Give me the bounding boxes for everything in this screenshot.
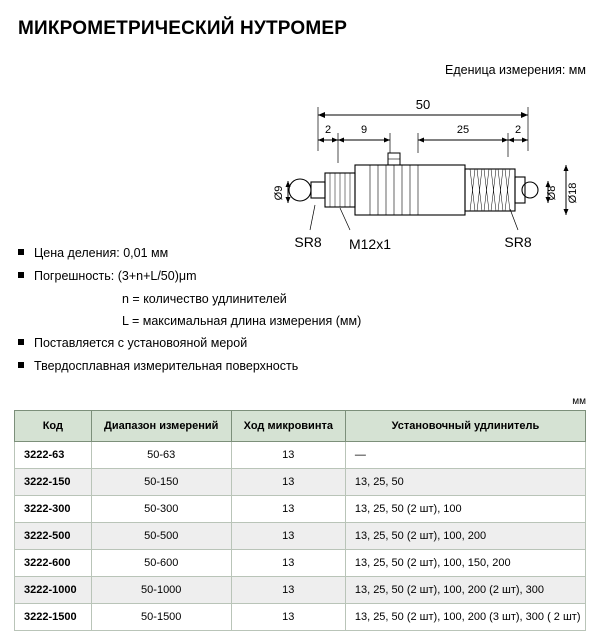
- cell-range: 50-300: [91, 496, 231, 523]
- cell-range: 50-500: [91, 523, 231, 550]
- cell-stroke: 13: [231, 604, 345, 631]
- spec-item-carbide-face: [18, 356, 438, 377]
- table-header-extension: Установочный удлинитель: [345, 411, 585, 442]
- cell-stroke: 13: [231, 442, 345, 469]
- page-title: МИКРОМЕТРИЧЕСКИЙ НУТРОМЕР: [18, 18, 348, 39]
- cell-extension: 13, 25, 50 (2 шт), 100, 200: [345, 523, 585, 550]
- cell-range: 50-600: [91, 550, 231, 577]
- cell-code: 3222-1500: [15, 604, 92, 631]
- cell-code: 3222-63: [15, 442, 92, 469]
- spec-item-setting-ring: [18, 333, 438, 354]
- bullet-icon: [18, 272, 24, 278]
- table-unit-label: мм: [572, 396, 586, 407]
- cell-code: 3222-300: [15, 496, 92, 523]
- table-header-range: Диапазон измерений: [91, 411, 231, 442]
- cell-extension: 13, 25, 50 (2 шт), 100, 200 (3 шт), 300 ( 2 шт): [345, 604, 585, 631]
- specification-list: [18, 243, 438, 379]
- bullet-icon: [18, 339, 24, 345]
- cell-range: 50-63: [91, 442, 231, 469]
- table-row: [15, 496, 586, 523]
- spec-item-graduation: [18, 243, 438, 264]
- table-row: [15, 469, 586, 496]
- cell-stroke: 13: [231, 469, 345, 496]
- dimension-d: 2: [514, 124, 522, 136]
- spec-item-accuracy-label: Погрешность: (3+n+L/50)μm: [34, 269, 197, 283]
- diameter-right-small: Ø8: [546, 185, 558, 201]
- table-row: [15, 442, 586, 469]
- spec-item-accuracy: [18, 266, 438, 287]
- cell-code: 3222-150: [15, 469, 92, 496]
- cell-stroke: 13: [231, 550, 345, 577]
- cell-range: 50-150: [91, 469, 231, 496]
- table-row: [15, 550, 586, 577]
- spec-note-n: n = количество удлинителей: [122, 292, 287, 306]
- cell-range: 50-1000: [91, 577, 231, 604]
- dimension-total: 50: [415, 97, 431, 112]
- label-thread: M12x1: [348, 236, 392, 252]
- cell-code: 3222-600: [15, 550, 92, 577]
- bullet-icon: [18, 249, 24, 255]
- unit-note: Еденица измерения: мм: [444, 63, 586, 77]
- cell-extension: —: [345, 442, 585, 469]
- spec-note-l: L = максимальная длина измерения (мм): [122, 314, 362, 328]
- cell-stroke: 13: [231, 523, 345, 550]
- cell-code: 3222-1000: [15, 577, 92, 604]
- table-row: [15, 577, 586, 604]
- cell-code: 3222-500: [15, 523, 92, 550]
- label-sr8-left: SR8: [294, 234, 322, 250]
- dimension-c: 25: [456, 124, 470, 136]
- table-row: [15, 523, 586, 550]
- dimension-a: 2: [324, 124, 332, 136]
- cell-extension: 13, 25, 50 (2 шт), 100, 150, 200: [345, 550, 585, 577]
- diameter-right-large: Ø18: [567, 182, 579, 204]
- label-sr8-right: SR8: [504, 234, 532, 250]
- table-header-row: [15, 411, 586, 442]
- spec-item-graduation-label: Цена деления: 0,01 мм: [34, 246, 169, 260]
- spec-item-carbide-face-label: Твердосплавная измерительная поверхность: [34, 359, 299, 373]
- cell-range: 50-1500: [91, 604, 231, 631]
- cell-extension: 13, 25, 50: [345, 469, 585, 496]
- cell-extension: 13, 25, 50 (2 шт), 100: [345, 496, 585, 523]
- spec-item-setting-ring-label: Поставляется с установояной мерой: [34, 336, 248, 350]
- cell-stroke: 13: [231, 577, 345, 604]
- cell-extension: 13, 25, 50 (2 шт), 100, 200 (2 шт), 300: [345, 577, 585, 604]
- table-row: [15, 604, 586, 631]
- dimension-b: 9: [360, 124, 368, 136]
- cell-stroke: 13: [231, 496, 345, 523]
- product-technical-drawing: [270, 85, 590, 265]
- table-header-stroke: Ход микровинта: [231, 411, 345, 442]
- table-header-code: Код: [15, 411, 92, 442]
- diameter-left: Ø9: [273, 185, 285, 201]
- bullet-icon: [18, 362, 24, 368]
- product-table: [14, 410, 586, 631]
